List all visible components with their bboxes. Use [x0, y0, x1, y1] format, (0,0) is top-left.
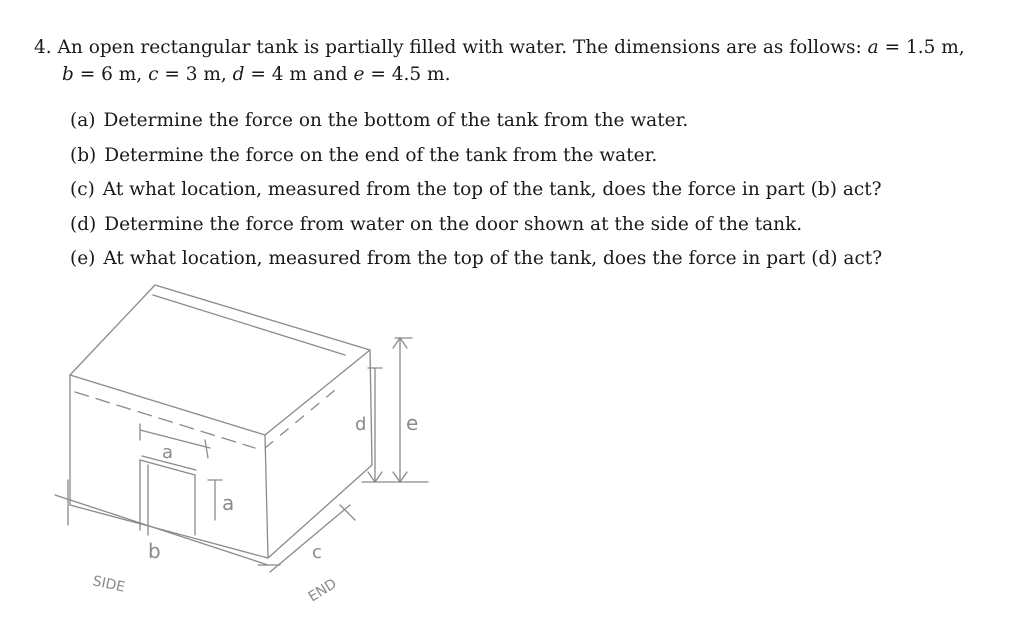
tank-back-right-edge	[370, 350, 372, 465]
dim-a-var: a	[867, 37, 879, 58]
problem-number: 4.	[34, 37, 52, 58]
dim-b-var: b	[62, 64, 74, 85]
problem-stem-line-1	[34, 34, 994, 61]
problem-parts-list	[70, 104, 882, 277]
dim-a-side-label: a	[222, 491, 235, 515]
dim-a-top-tick-right	[205, 440, 208, 458]
tank-top-back-edge	[155, 285, 370, 350]
part-text: Determine the force on the bottom of the tank from the water.	[103, 110, 689, 131]
dim-d-var: d	[232, 64, 245, 85]
part-c	[70, 173, 882, 208]
dim-e-label: e	[406, 411, 419, 435]
part-e	[70, 242, 882, 277]
dim-d-eq: = 4 m and	[244, 64, 354, 85]
dim-c-label: c	[312, 542, 322, 563]
tank-sketch	[50, 280, 450, 620]
part-text: At what location, measured from the top of the tank, does the force in part (b) act?	[102, 179, 882, 200]
dim-d-label: d	[355, 414, 367, 435]
dim-c-line	[270, 505, 350, 572]
water-surface-end	[265, 390, 335, 448]
problem-statement	[34, 34, 994, 88]
part-label: (e)	[70, 248, 96, 269]
dim-a-top-line	[140, 430, 210, 448]
tank-front-right-edge	[265, 435, 268, 558]
dim-c-eq: = 3 m,	[158, 64, 233, 85]
dim-b-eq: = 6 m,	[73, 64, 149, 85]
part-label: (a)	[70, 110, 96, 131]
part-text: Determine the force on the end of the tank from the water.	[104, 144, 658, 166]
dim-a-eq: = 1.5 m,	[878, 37, 965, 58]
part-label: (c)	[70, 179, 95, 200]
problem-stem-line-2	[34, 61, 994, 88]
tank-bottom-side-edge	[70, 505, 268, 558]
water-surface-side	[75, 392, 255, 448]
part-label: (d)	[70, 213, 97, 235]
part-label: (b)	[70, 144, 97, 166]
dim-b-label: b	[148, 539, 161, 563]
dim-e-var: e	[353, 64, 365, 85]
dim-e-eq: = 4.5 m.	[364, 64, 451, 85]
part-text: Determine the force from water on the door shown at the side of the tank.	[104, 213, 803, 235]
tank-rim-inner	[153, 295, 345, 355]
part-text: At what location, measured from the top of the tank, does the force in part (d) act?	[103, 248, 883, 269]
dim-b-line	[55, 495, 268, 565]
problem-stem-intro: An open rectangular tank is partially filled with water. The dimensions are as follows:	[57, 37, 862, 58]
tank-top-left-edge	[70, 285, 155, 375]
part-b	[70, 139, 882, 174]
tank-sketch-figure	[50, 280, 450, 624]
dim-a-top-label: a	[162, 442, 174, 463]
tank-top-front-edge	[70, 375, 265, 435]
side-view-label: SIDE	[91, 573, 127, 596]
part-a	[70, 104, 882, 139]
part-d	[70, 208, 882, 243]
end-view-label: END	[305, 575, 340, 606]
dim-c-var: c	[148, 64, 159, 85]
